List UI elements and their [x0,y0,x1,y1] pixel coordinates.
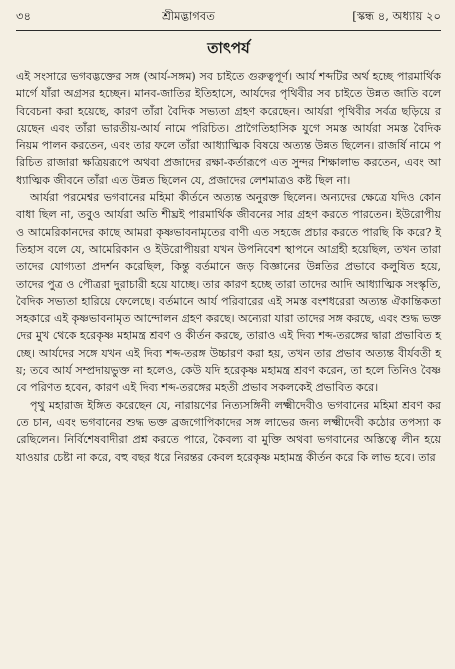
paragraph-3: পৃথু মহারাজ ইঙ্গিত করেছেন যে, নারায়ণের নিত্যসঙ্গিনী লক্ষ্মীদেবীও ভগবানের মহিমা শ্রবণ করতে চান, এবং ভগবানের শুদ্ধ ভক্ত ব্রজগোপিকাদের সঙ্গ লাভের জন্য লক্ষ্মীদেবী কঠোর তপস্যা করেছিলেন। নির্বিশেষবাদীরা প্রশ্ন করতে পারে, কৈবল্য বা মুক্তি অথবা ভগবানের অস্তিত্বে লীন হয়ে যাওয়ার চেষ্টা না করে, বহু বছর ধরে নিরন্তর কেবল হরেকৃষ্ণ মহামন্ত্র কীর্তন করে কি লাভ হবে। তার [16,398,441,464]
section-label: [স্কন্ধ ৪, অধ্যায় ২০ [352,9,441,23]
page-number: ৩৪ [16,9,31,23]
running-header [16,8,441,30]
paragraph-1: এই সংসারে ভগবদ্ভক্তের সঙ্গ (আর্য-সঙ্গম) সব চাইতে গুরুত্বপূর্ণ। আর্য শব্দটির অর্থ হচ্ছে পারমার্থিক মার্গে যাঁরা অগ্রসর হচ্ছেন। মানব-জাতির ইতিহাসে, আর্যদের পৃথিবীর সব চাইতে উন্নত জাতি বলে বিবেচনা করা হয়েছে, কারণ তাঁরা বৈদিক সভ্যতা গ্রহণ করেছেন। আর্যরা পৃথিবীর সর্বত্র ছড়িয়ে রয়েছেন এবং তাঁরা ভারতীয়-আর্য নামে পরিচিত। প্রাগৈতিহাসিক যুগে সমস্ত আর্যরা সমস্ত বৈদিক নিয়ম পালন করতেন, এবং তার ফলে তাঁরা আধ্যাত্মিক বিষয়ে অত্যন্ত উন্নত ছিলেন। রাজর্ষি নামে পরিচিত রাজারা ক্ষত্রিয়রূপে অথবা প্রজাদের রক্ষা-কর্তারূপে এত সুন্দর শিক্ষালাভ করতেন, এবং আধ্যাত্মিক জীবনে তাঁরা এত উন্নত ছিলেন যে, প্রজাদের লেশমাত্রও কষ্ট ছিল না। [16,70,441,187]
paragraph-2: আর্যরা পরমেশ্বর ভগবানের মহিমা কীর্তনে অত্যন্ত অনুরক্ত ছিলেন। অন্যদের ক্ষেত্রে যদিও কোন বাধা ছিল না, তবুও আর্যরা অতি শীঘ্রই পারমার্থিক জীবনের সার গ্রহণ করতে পারতেন। ইউরোপীয় ও আমেরিকানদের কাছে আমরা কৃষ্ণভাবনামৃতের বাণী এত সহজে প্রচার করতে পারছি কি করে? ইতিহাস বলে যে, আমেরিকান ও ইউরোপীয়রা যখন উপনিবেশ স্থাপনে আগ্রহী হয়েছিল, তখন তারা তাদের যোগ্যতা প্রদর্শন করেছিল, কিন্তু বর্তমানে জড় বিজ্ঞানের উন্নতির প্রভাবে কলুষিত হয়ে, তাদের পুত্র ও পৌত্ররা দুরাচারী হয়ে যাচ্ছে। তার কারণ হচ্ছে তারা তাদের আদি আধ্যাত্মিক সংস্কৃতি, বৈদিক সভ্যতা হারিয়ে ফেলেছে। বর্তমানে আর্য পরিবারের এই সমস্ত বংশধরেরা অত্যন্ত ঐকান্তিকতা সহকারে এই কৃষ্ণভাবনামৃত আন্দোলন গ্রহণ করছে। অন্যেরা যারা তাদের সঙ্গ করছে, এবং শুদ্ধ ভক্তদের মুখ থেকে হরেকৃষ্ণ মহামন্ত্র শ্রবণ ও কীর্তন করছে, তারাও এই দিব্য শব্দ-তরঙ্গের দ্বারা প্রভাবিত হচ্ছে। আর্যদের সঙ্গে যখন এই দিব্য শব্দ-তরঙ্গ উচ্চারণ করা হয়, তখন তার প্রভাব অত্যন্ত বীর্যবতী হয়; তবে আর্য সম্প্রদায়ভুক্ত না হলেও, কেউ যদি হরেকৃষ্ণ মহামন্ত্র শ্রবণ করেন, তা হলে তিনিও বৈষ্ণবে পরিণত হবেন, কারণ এই দিব্য শব্দ-তরঙ্গের মহতী প্রভাব সকলকেই প্রভাবিত করে। [16,191,441,395]
header-rule [16,30,441,31]
purport-heading: তাৎপর্য [207,39,250,57]
book-title: শ্রীমদ্ভাগবত [162,9,215,23]
